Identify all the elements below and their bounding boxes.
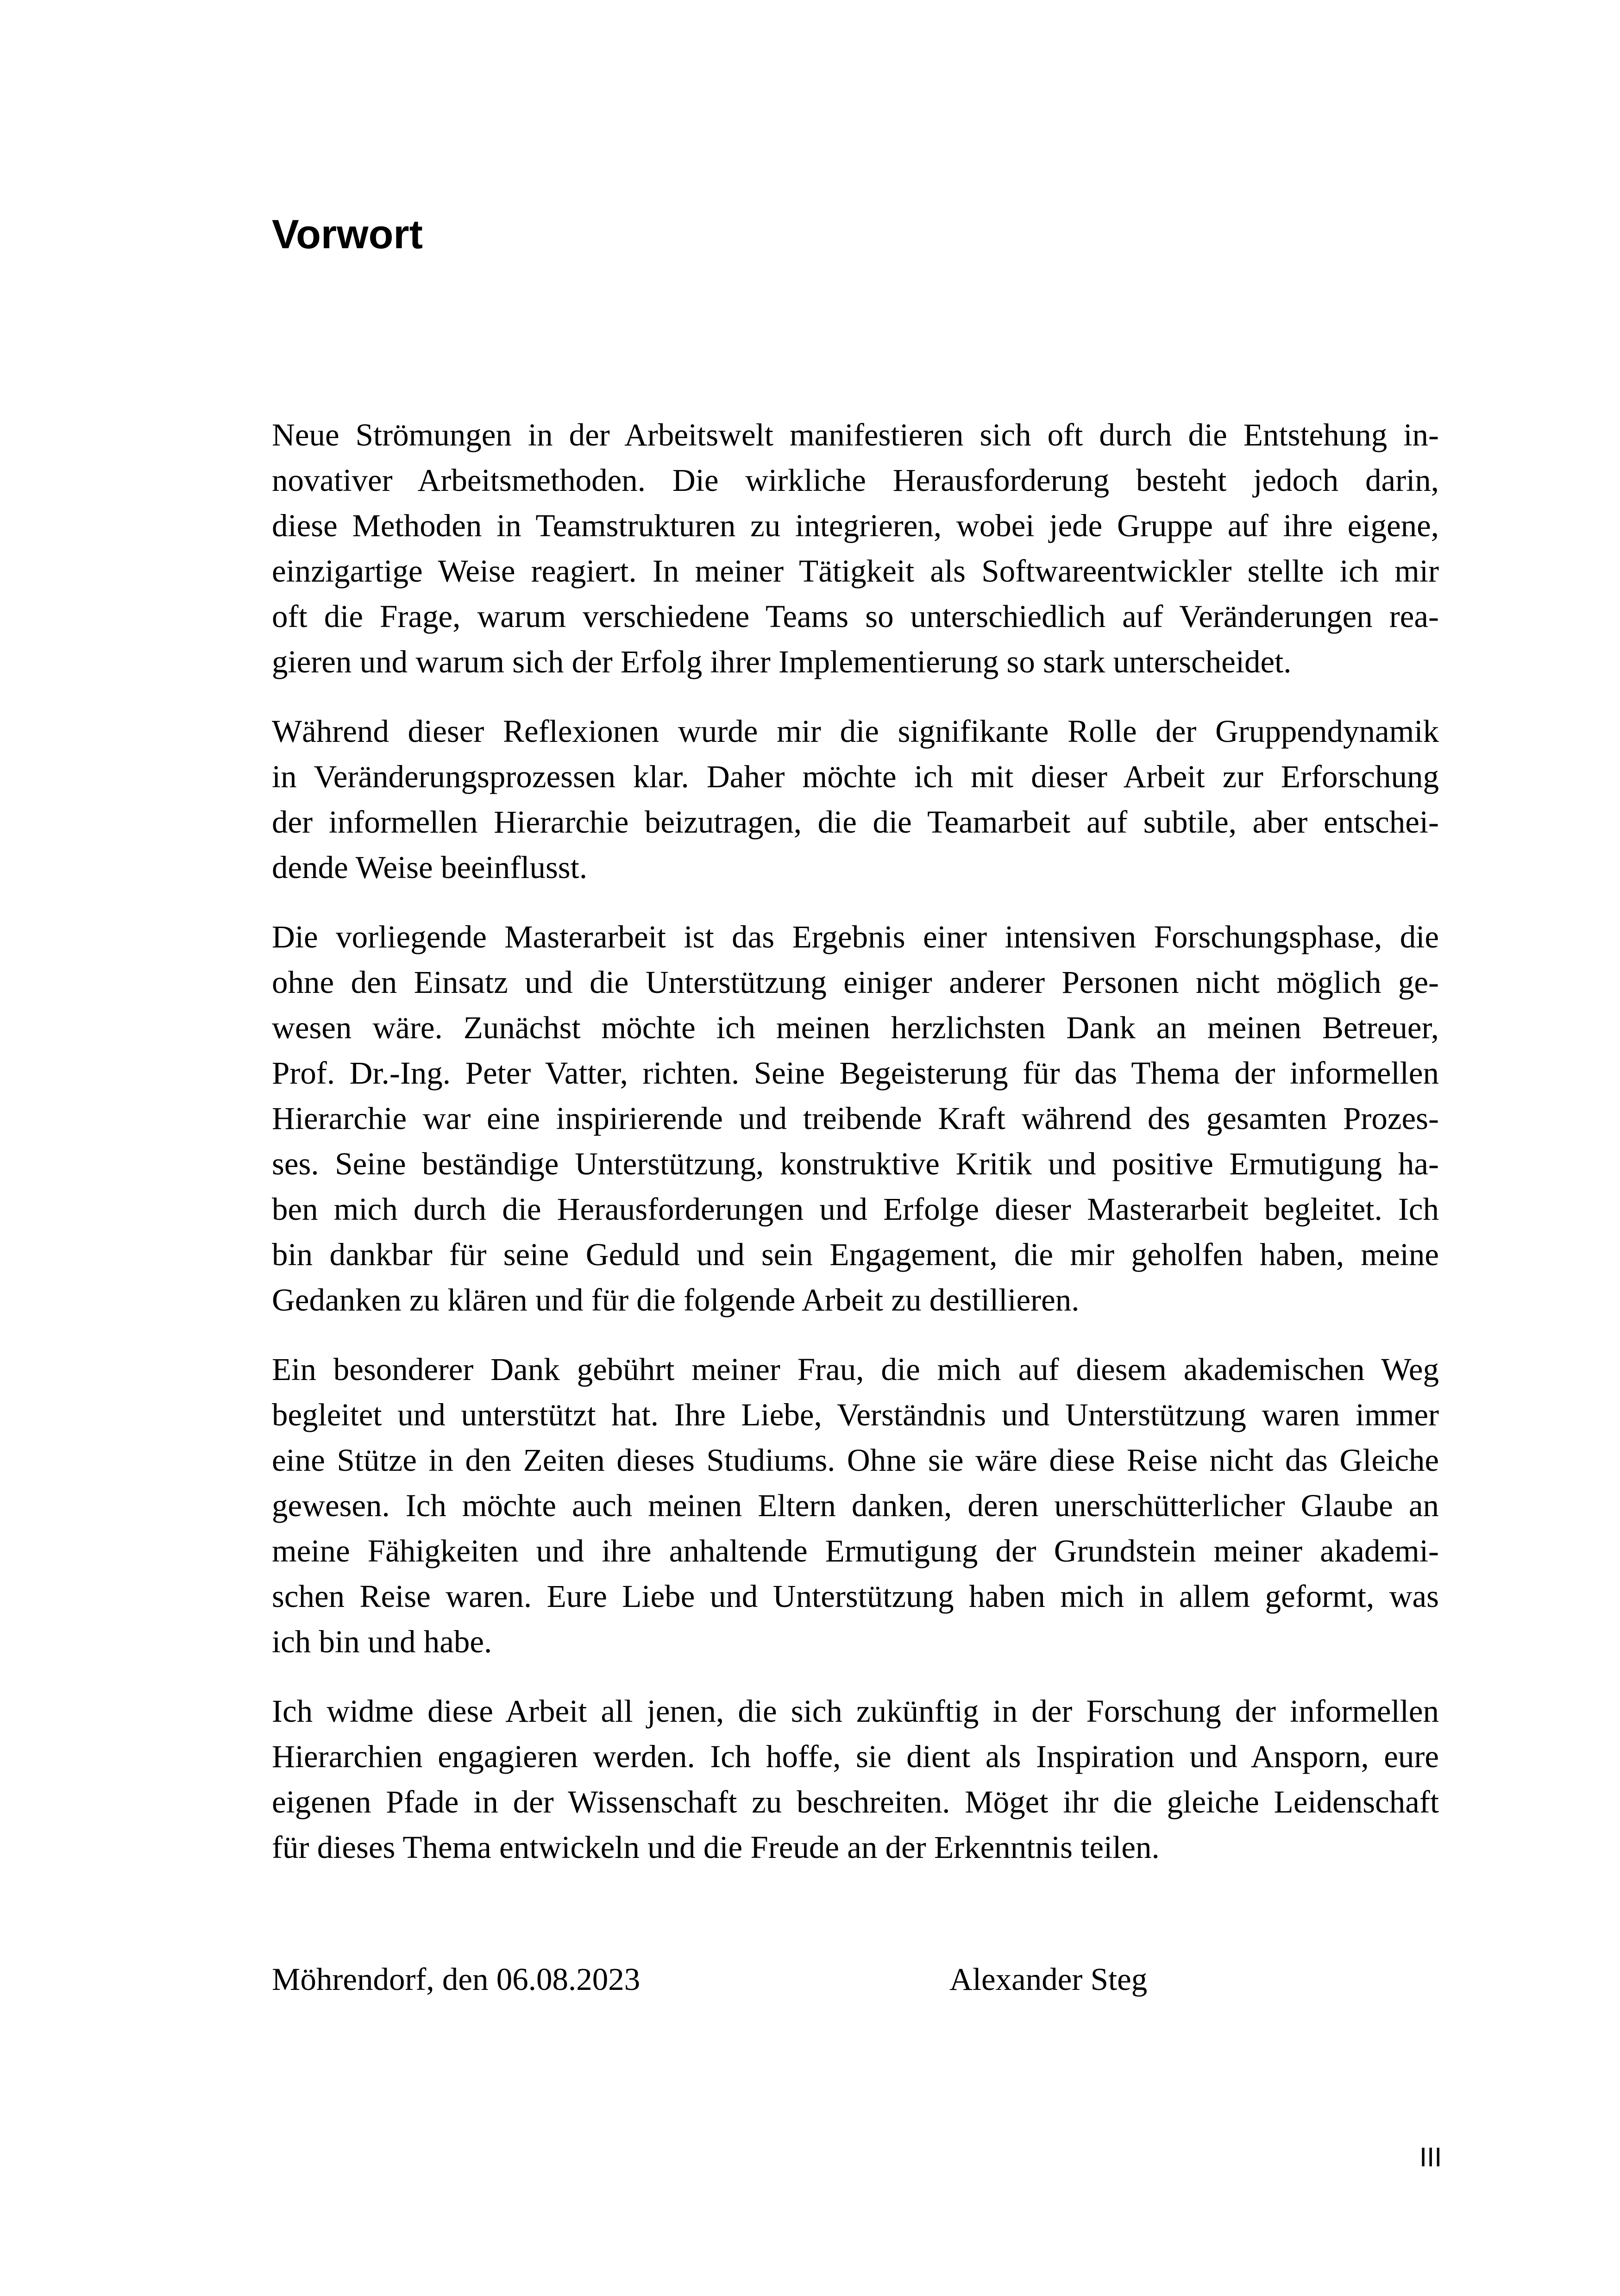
place-date: Möhrendorf, den 06.08.2023: [272, 1962, 640, 1997]
text-line: diese Methoden in Teamstrukturen zu integrieren, wobei jede Gruppe auf ihre eigene,: [272, 508, 1439, 543]
text-line: Während dieser Reflexionen wurde mir die signifikante Rolle der Gruppendynamik: [272, 714, 1439, 749]
text-line: dende Weise beeinflusst.: [272, 850, 588, 885]
text-line: gieren und warum sich der Erfolg ihrer Implementierung so stark unterscheidet.: [272, 644, 1292, 679]
text-line: gewesen. Ich möchte auch meinen Eltern danken, deren unerschütterlicher Glaube an: [272, 1488, 1439, 1523]
author-name: Alexander Steg: [949, 1962, 1148, 1997]
text-line: ben mich durch die Herausforderungen und Erfolge dieser Masterarbeit begleitet. Ich: [272, 1192, 1439, 1227]
text-line: eigenen Pfade in der Wissenschaft zu beschreiten. Möget ihr die gleiche Leidenschaft: [272, 1784, 1439, 1819]
text-line: Ein besonderer Dank gebührt meiner Frau, die mich auf diesem akademischen Weg: [272, 1352, 1439, 1387]
text-line: Neue Strömungen in der Arbeitswelt manifestieren sich oft durch die Entstehung in-: [272, 417, 1439, 452]
text-line: eine Stütze in den Zeiten dieses Studiums. Ohne sie wäre diese Reise nicht das Gleiche: [272, 1443, 1439, 1478]
text-line: oft die Frage, warum verschiedene Teams so unterschiedlich auf Veränderungen rea-: [272, 599, 1439, 634]
paragraph-1: [272, 412, 1439, 684]
text-line: für dieses Thema entwickeln und die Freude an der Erkenntnis teilen.: [272, 1830, 1160, 1865]
text-line: in Veränderungsprozessen klar. Daher möchte ich mit dieser Arbeit zur Erforschung: [272, 759, 1439, 794]
paragraph-5: [272, 1688, 1439, 1870]
page-title: Vorwort: [272, 211, 423, 257]
text-line: Prof. Dr.-Ing. Peter Vatter, richten. Seine Begeisterung für das Thema der informellen: [272, 1055, 1439, 1091]
text-line: ohne den Einsatz und die Unterstützung einiger anderer Personen nicht möglich ge-: [272, 965, 1439, 1000]
text-line: ses. Seine beständige Unterstützung, konstruktive Kritik und positive Ermutigung ha-: [272, 1146, 1439, 1181]
text-line: novativer Arbeitsmethoden. Die wirkliche Herausforderung besteht jedoch darin,: [272, 463, 1439, 498]
text-line: wesen wäre. Zunächst möchte ich meinen herzlichsten Dank an meinen Betreuer,: [272, 1010, 1439, 1045]
text-line: ich bin und habe.: [272, 1624, 492, 1659]
text-line: Hierarchien engagieren werden. Ich hoffe, sie dient als Inspiration und Ansporn, eure: [272, 1739, 1439, 1774]
text-line: begleitet und unterstützt hat. Ihre Liebe, Verständnis und Unterstützung waren immer: [272, 1397, 1439, 1432]
text-line: Hierarchie war eine inspirierende und treibende Kraft während des gesamten Prozes-: [272, 1101, 1439, 1136]
text-line: Die vorliegende Masterarbeit ist das Ergebnis einer intensiven Forschungsphase, die: [272, 919, 1439, 954]
text-line: Gedanken zu klären und für die folgende Arbeit zu destillieren.: [272, 1282, 1080, 1317]
preface-body: [272, 412, 1439, 1894]
text-line: bin dankbar für seine Geduld und sein Engagement, die mir geholfen haben, meine: [272, 1237, 1439, 1272]
text-line: einzigartige Weise reagiert. In meiner Tätigkeit als Softwareentwickler stellte ich mir: [272, 553, 1439, 589]
text-line: Ich widme diese Arbeit all jenen, die sich zukünftig in der Forschung der informellen: [272, 1694, 1439, 1729]
paragraph-4: [272, 1347, 1439, 1664]
text-line: schen Reise waren. Eure Liebe und Unterstützung haben mich in allem geformt, was: [272, 1579, 1439, 1614]
text-line: meine Fähigkeiten und ihre anhaltende Ermutigung der Grundstein meiner akademi-: [272, 1533, 1439, 1568]
paragraph-2: [272, 709, 1439, 890]
text-line: der informellen Hierarchie beizutragen, die die Teamarbeit auf subtile, aber entschei-: [272, 804, 1439, 840]
page-number: III: [1419, 2142, 1442, 2172]
paragraph-3: [272, 914, 1439, 1323]
